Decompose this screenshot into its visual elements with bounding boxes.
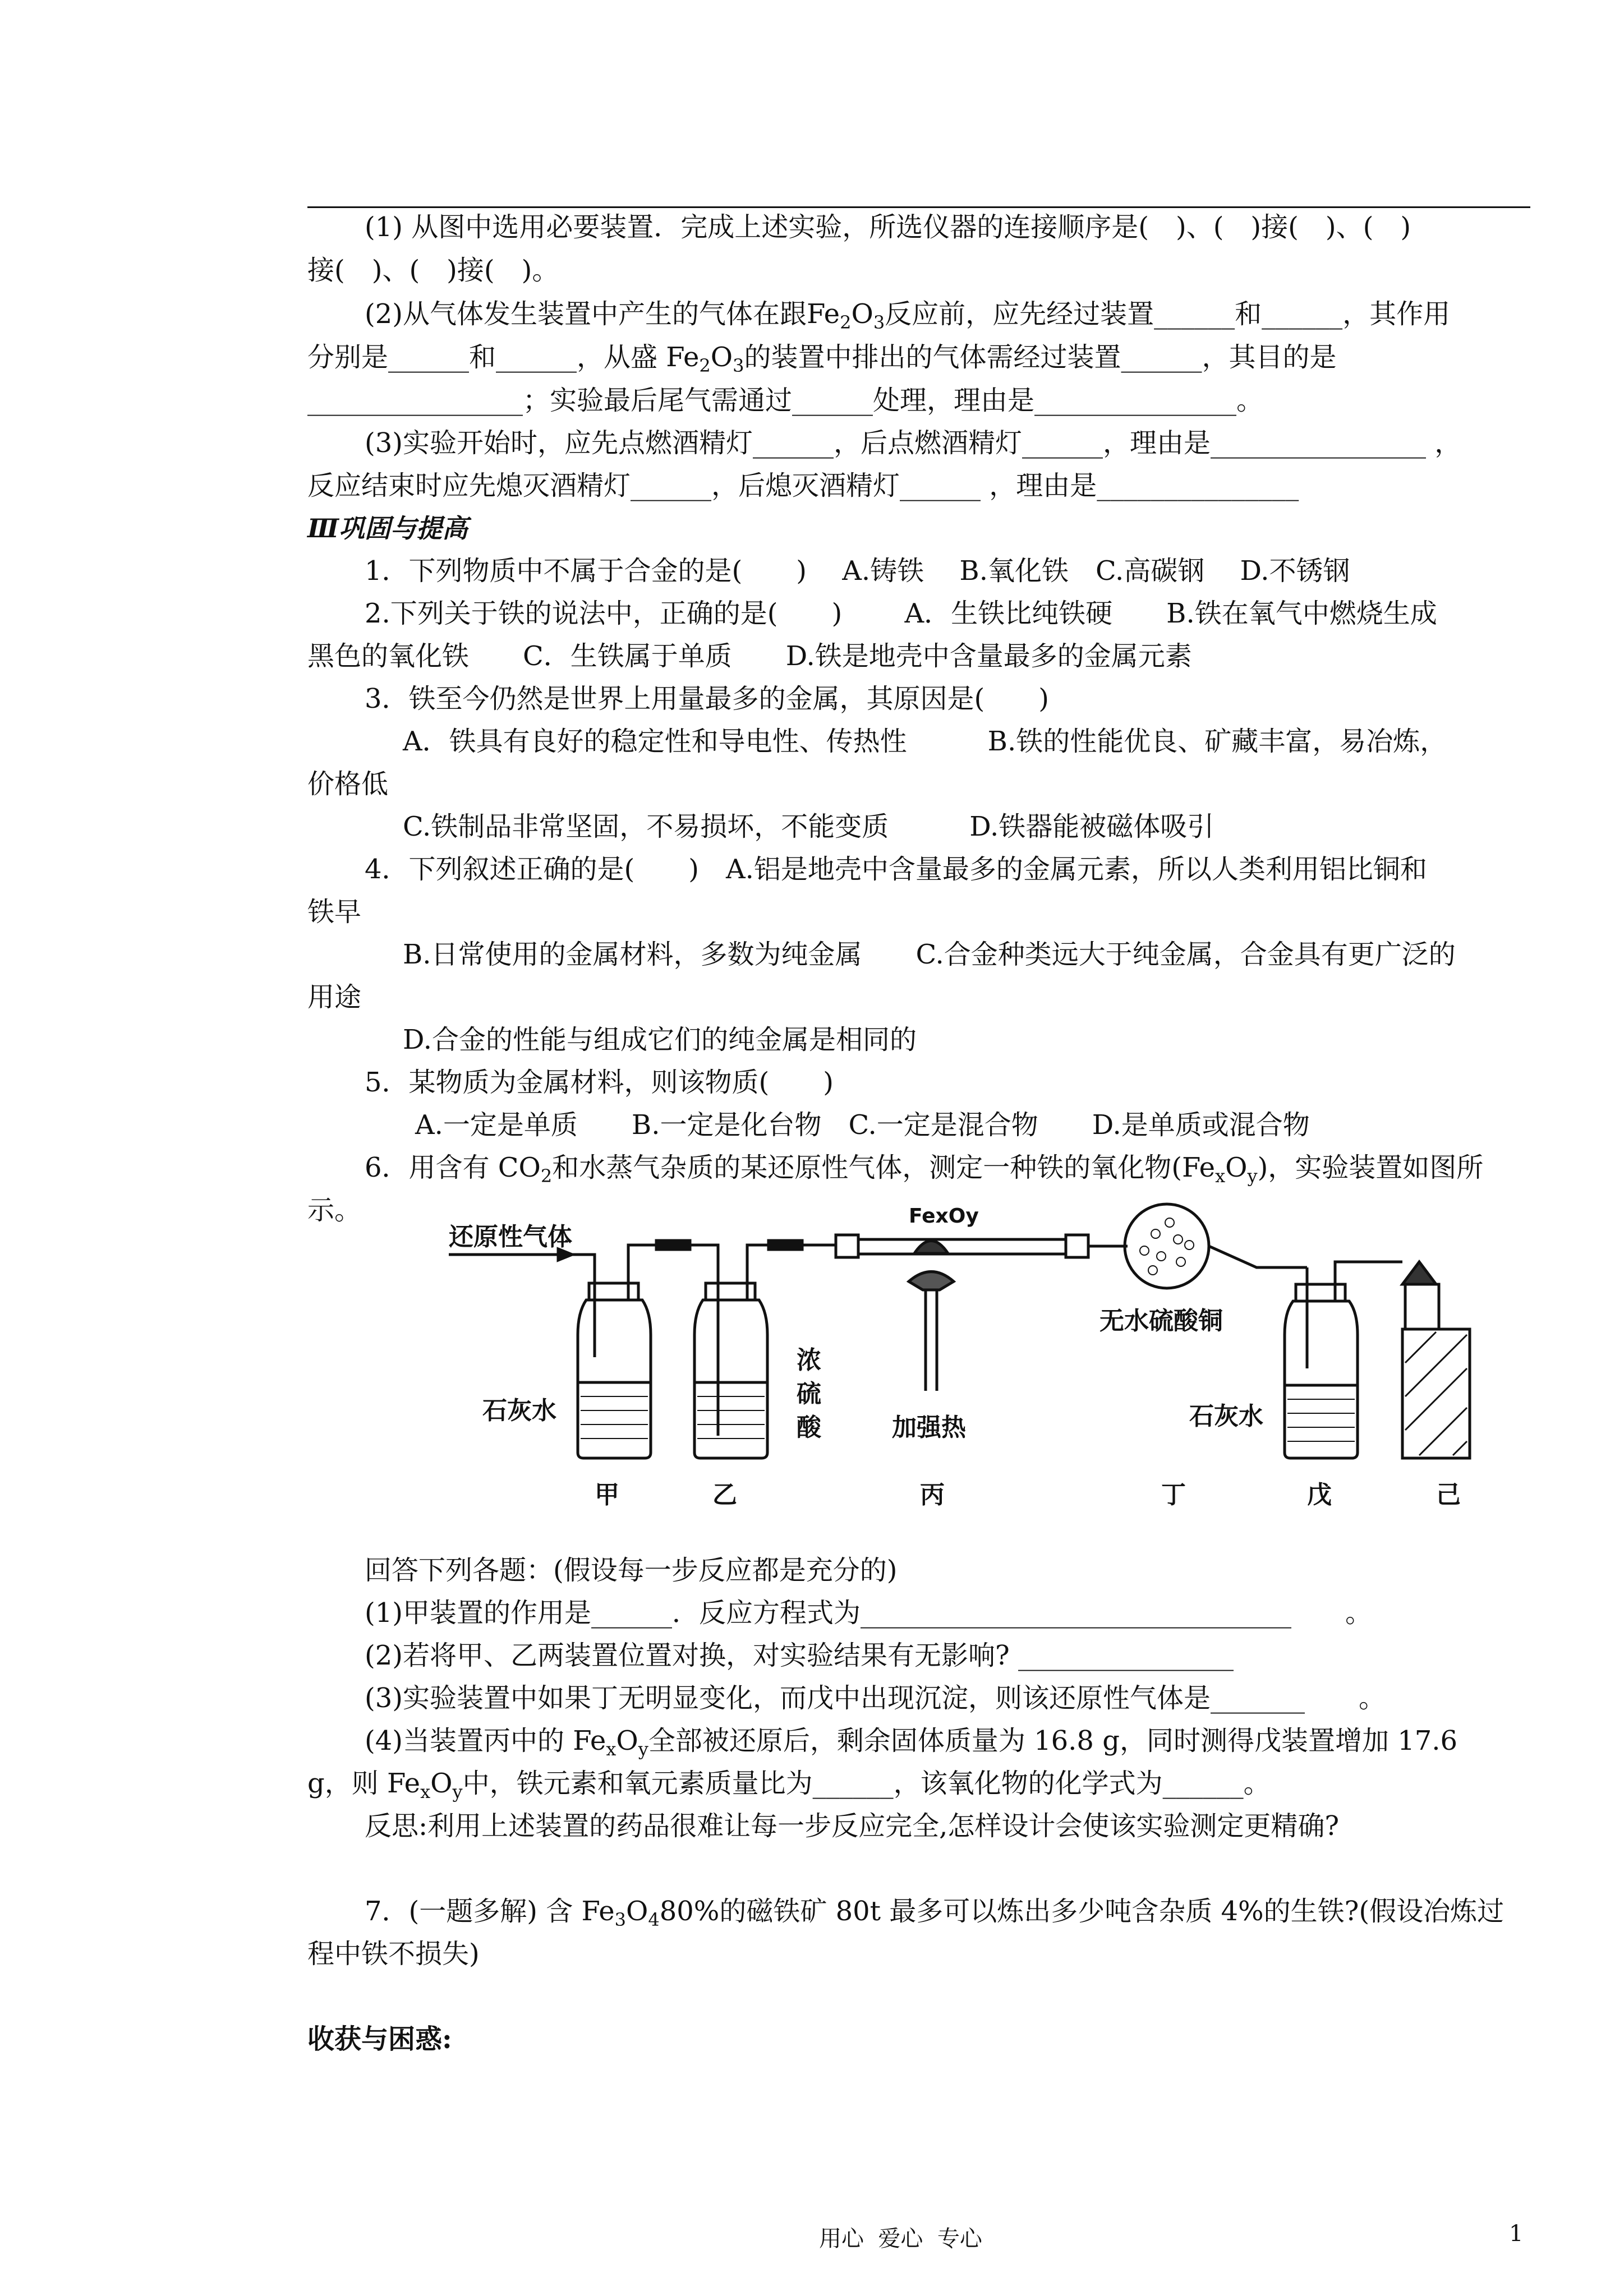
item-3-options-cd: C.铁制品非常坚固，不易损坏，不能变质 D.铁器能被磁体吸引 [403, 811, 1214, 842]
label-acid-1: 浓 [797, 1346, 821, 1375]
answer-2: (2)若将甲、乙两装置位置对换，对实验结果有无影响? ________________ [365, 1640, 1234, 1671]
bottle-jia [578, 1256, 651, 1458]
item-2-line2: 黑色的氧化铁 C．生铁属于单质 D.铁是地壳中含量最多的金属元素 [307, 640, 1192, 672]
page-number: 1 [1509, 2221, 1524, 2247]
item-6-line2: 示。 [307, 1195, 362, 1226]
bottle-yi [694, 1256, 767, 1458]
q2-line2: 分别是______和______，从盛 $Fe_2O_3$的装置中排出的气体需经过装置______，其目的是 [307, 342, 1337, 376]
item-1: 1．下列物质中不属于合金的是( ) A.铸铁 B.氧化铁 C.高碳钢 D.不锈钢 [365, 555, 1350, 587]
q7-line2: 程中铁不损失) [307, 1938, 480, 1970]
item-4-line2: 铁早 [307, 896, 362, 928]
apparatus-figure [426, 1200, 1503, 1514]
burner-ji [1402, 1262, 1470, 1458]
item-2-line1: 2.下列关于铁的说法中，正确的是( ) A．生铁比纯铁硬 B.铁在氧气中燃烧生成 [365, 598, 1437, 629]
bottle-wu [1285, 1262, 1402, 1458]
item-4-option-c-cont: 用途 [307, 981, 362, 1013]
label-yi: 乙 [712, 1481, 737, 1509]
item-4-option-d: D.合金的性能与组成它们的纯金属是相同的 [403, 1024, 917, 1055]
label-bing: 丙 [920, 1481, 945, 1509]
q3-line2: 反应结束时应先熄灭酒精灯______，后熄灭酒精灯______ ，理由是_______________ [307, 470, 1299, 501]
label-acid-2: 硫 [797, 1380, 821, 1408]
label-jia: 甲 [595, 1481, 619, 1509]
item-5: 5．某物质为金属材料，则该物质( ) [365, 1067, 834, 1098]
item-6-line1: 6．用含有 $CO_2$和水蒸气杂质的某还原性气体，测定一种铁的氧化物$(Fe_xO_y)$，实验装置如图所 [365, 1152, 1484, 1187]
label-oxide: FexOy [909, 1205, 979, 1228]
drying-bulb-ding [1125, 1204, 1307, 1288]
label-limewater-left: 石灰水 [482, 1396, 556, 1425]
section-heading: Ⅲ巩固与提高 [307, 513, 468, 543]
label-anhydrous: 无水硫酸铜 [1099, 1307, 1223, 1335]
answers-intro: 回答下列各题：(假设每一步反应都是充分的) [365, 1555, 898, 1586]
q1-line2: 接( )、( )接( )。 [307, 255, 559, 286]
q7-line1: 7．(一题多解) 含 $Fe_3O_480\%$的磁铁矿 80t 最多可以炼出多少吨含杂质 4%的生铁?(假设冶炼过 [365, 1896, 1505, 1930]
footer-text: 用心 爱心 专心 [819, 2226, 982, 2252]
combustion-tube-bing [836, 1235, 1088, 1391]
answer-4-line2: g，则 $Fe_xO_y$中，铁元素和氧元素质量比为______，该氧化物的化学式为______。 [307, 1768, 1271, 1802]
label-acid-3: 酸 [797, 1413, 821, 1442]
q2-line3: ________________；实验最后尾气需通过______处理，理由是_______________。 [307, 385, 1264, 416]
item-4-line1: 4．下列叙述正确的是( ) A.铝是地壳中含量最多的金属元素，所以人类利用铝比铜和 [365, 854, 1427, 885]
q3-line1: (3)实验开始时，应先点燃酒精灯______，后点燃酒精灯______，理由是________________ ， [365, 427, 1462, 459]
gains-label: 收获与困惑: [307, 2023, 452, 2055]
label-heat: 加强热 [892, 1413, 966, 1442]
label-ji: 己 [1436, 1481, 1461, 1509]
item-5-options: A.一定是单质 B.一定是化台物 C.一定是混合物 D.是单质或混合物 [415, 1109, 1310, 1141]
label-ding: 丁 [1161, 1481, 1186, 1509]
q1-line1: (1) 从图中选用必要装置．完成上述实验，所选仪器的连接顺序是( )、( )接( )、( ) [365, 211, 1411, 243]
q2-line1: (2)从气体发生装置中产生的气体在跟$Fe_2O_3$反应前，应先经过装置______和______，其作用 [365, 298, 1451, 333]
answer-4-line1: (4)当装置丙中的 $Fe_xO_y$全部被还原后，剩余固体质量为 16.8 g，同时测得戊装置增加 17.6 [365, 1725, 1458, 1760]
item-4-options-bc: B.日常使用的金属材料，多数为纯金属 C.合金种类远大于纯金属，合金具有更广泛的 [403, 939, 1456, 970]
answer-1: (1)甲装置的作用是______．反应方程式为________________________________ 。 [365, 1597, 1372, 1629]
answer-3: (3)实验装置中如果丁无明显变化，而戊中出现沉淀，则该还原性气体是_______ 。 [365, 1682, 1386, 1714]
label-wu: 戊 [1307, 1481, 1332, 1509]
reflection: 反思:利用上述装置的药品很难让每一步反应完全,怎样设计会使该实验测定更精确? [365, 1810, 1340, 1842]
item-3-options-ab: A．铁具有良好的稳定性和导电性、传热性 B.铁的性能优良、矿藏丰富，易冶炼， [403, 726, 1447, 757]
label-limewater-right: 石灰水 [1189, 1402, 1263, 1431]
top-rule [307, 206, 1530, 208]
label-gas: 还原性气体 [449, 1223, 572, 1251]
item-3: 3．铁至今仍然是世界上用量最多的金属，其原因是( ) [365, 683, 1049, 714]
item-3-option-b-cont: 价格低 [307, 768, 389, 800]
